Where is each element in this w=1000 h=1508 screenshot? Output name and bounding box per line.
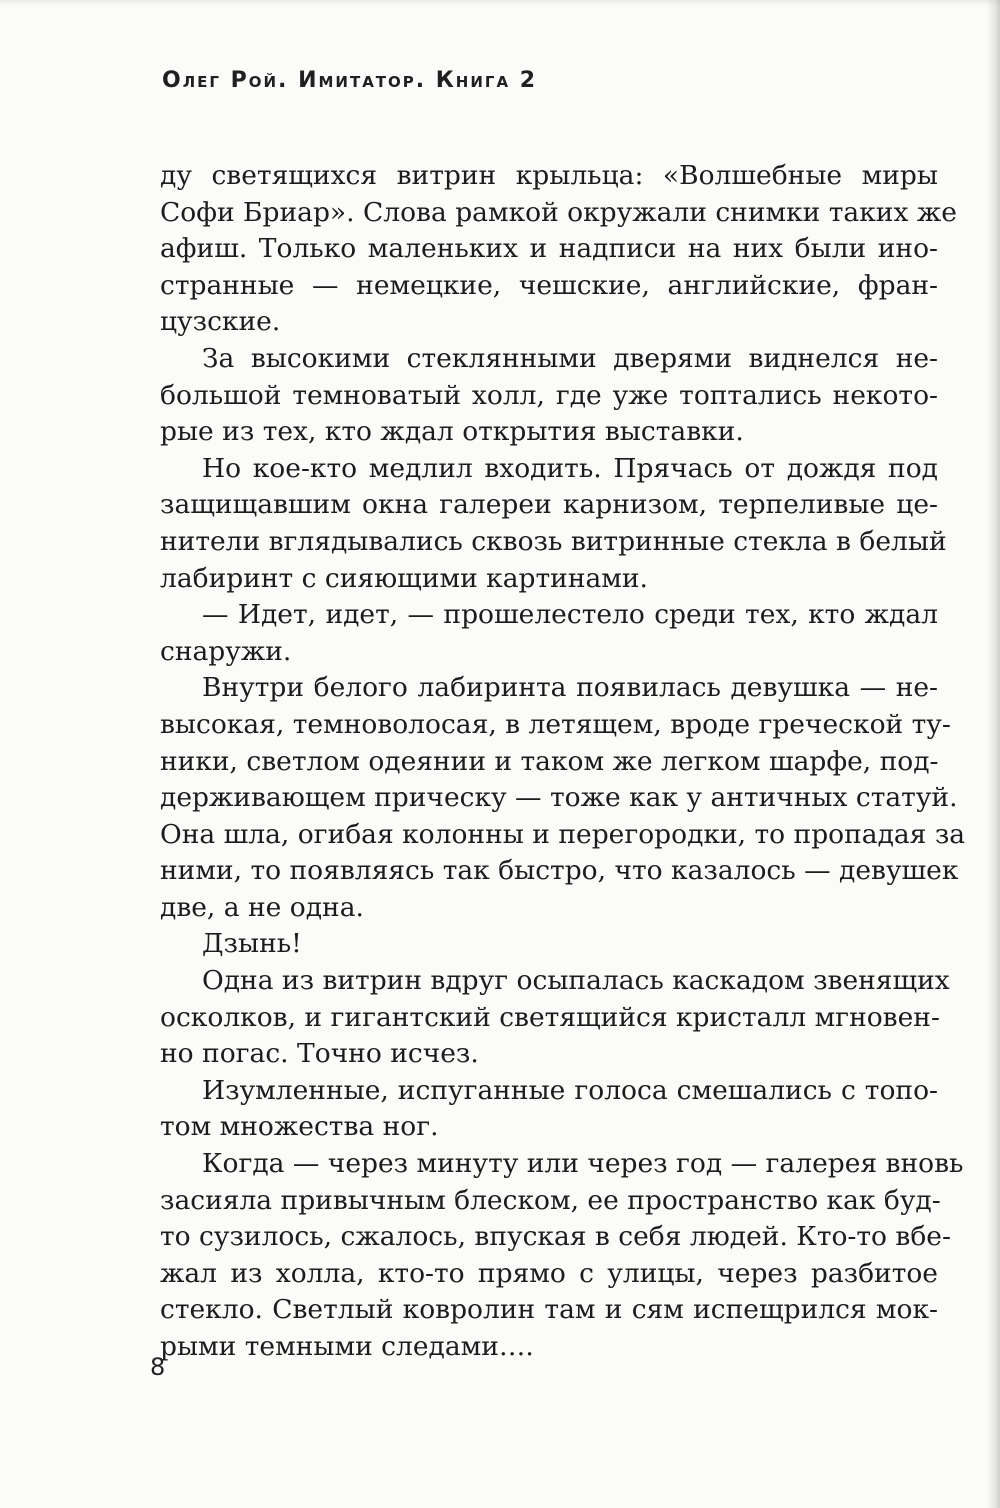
text-line: осколков, и гигантский светящийся кристалл мгновен- — [160, 1001, 940, 1033]
page-top-edge — [0, 0, 1000, 6]
text-line: засияла привычным блеском, ее пространство как буд- — [160, 1184, 941, 1216]
page-binding-shadow — [986, 0, 1000, 1508]
text-line: жал из холла, кто-то прямо с улицы, через разбитое — [160, 1257, 938, 1289]
text-line: стекло. Светлый ковролин там и сям испещрился мок- — [160, 1294, 938, 1326]
running-head: Олег Рой. Имитатор. Книга 2 — [162, 68, 538, 93]
text-line: Она шла, огибая колонны и перегородки, то пропадая за — [160, 818, 966, 850]
text-line: странные — немецкие, чешские, английские, фран- — [160, 269, 938, 301]
paragraph — [160, 670, 966, 926]
text-line: — Идет, идет, — прошелестело среди тех, кто ждал — [202, 599, 938, 631]
text-line: За высокими стеклянными дверями виднелся не- — [202, 342, 938, 374]
text-line: большой темноватый холл, где уже топтались некото- — [160, 379, 938, 411]
text-line: цузские. — [160, 306, 281, 338]
text-line: Внутри белого лабиринта появилась девушка — не- — [202, 672, 938, 704]
text-line: рыми темными следами…. — [160, 1331, 534, 1362]
paragraph — [160, 597, 938, 670]
text-line: том множества ног. — [160, 1111, 439, 1143]
text-line: то сузилось, сжалось, впуская в себя людей. Кто-то вбе- — [160, 1221, 951, 1253]
paragraph — [160, 451, 947, 597]
text-line: Изумленные, испуганные голоса смешались с топо- — [202, 1074, 938, 1106]
paragraph — [160, 158, 957, 341]
text-line: рые из тех, кто ждал открытия выставки. — [160, 416, 744, 448]
paragraph — [160, 341, 938, 451]
page-number: 8 — [150, 1353, 166, 1381]
text-line: ду светящихся витрин крыльца: «Волшебные миры — [160, 160, 938, 191]
text-line: Одна из витрин вдруг осыпалась каскадом звенящих — [202, 965, 950, 997]
text-line: Когда — через минуту или через год — галерея вновь — [202, 1148, 964, 1180]
paragraph — [160, 963, 950, 1073]
paragraph — [160, 1073, 938, 1146]
text-line: Но кое-кто медлил входить. Прячась от дождя под — [202, 452, 938, 484]
text-line: но погас. Точно исчез. — [160, 1038, 479, 1070]
text-line: высокая, темноволосая, в летящем, вроде греческой ту- — [160, 708, 951, 740]
text-line: держивающем прическу — тоже как у античных статуй. — [160, 782, 958, 814]
text-line: защищавшим окна галереи карнизом, терпеливые це- — [160, 489, 938, 521]
body-text — [160, 158, 966, 1366]
text-line: ники, светлом одеянии и таком же легком шарфе, под- — [160, 745, 939, 777]
text-line: две, а не одна. — [160, 891, 364, 923]
paragraph — [160, 1146, 964, 1366]
text-line: нители вглядывались сквозь витринные стекла в белый — [160, 525, 947, 557]
text-line: снаружи. — [160, 635, 292, 667]
text-line: лабиринт с сияющими картинами. — [160, 562, 648, 594]
text-line: афиш. Только маленьких и надписи на них были ино- — [160, 233, 938, 265]
text-line: ними, то появляясь так быстро, что казалось — девушек — [160, 855, 959, 887]
text-line: Дзынь! — [202, 928, 302, 960]
text-line: Софи Бриар». Слова рамкой окружали снимки таких же — [160, 196, 957, 228]
paragraph — [160, 926, 938, 963]
